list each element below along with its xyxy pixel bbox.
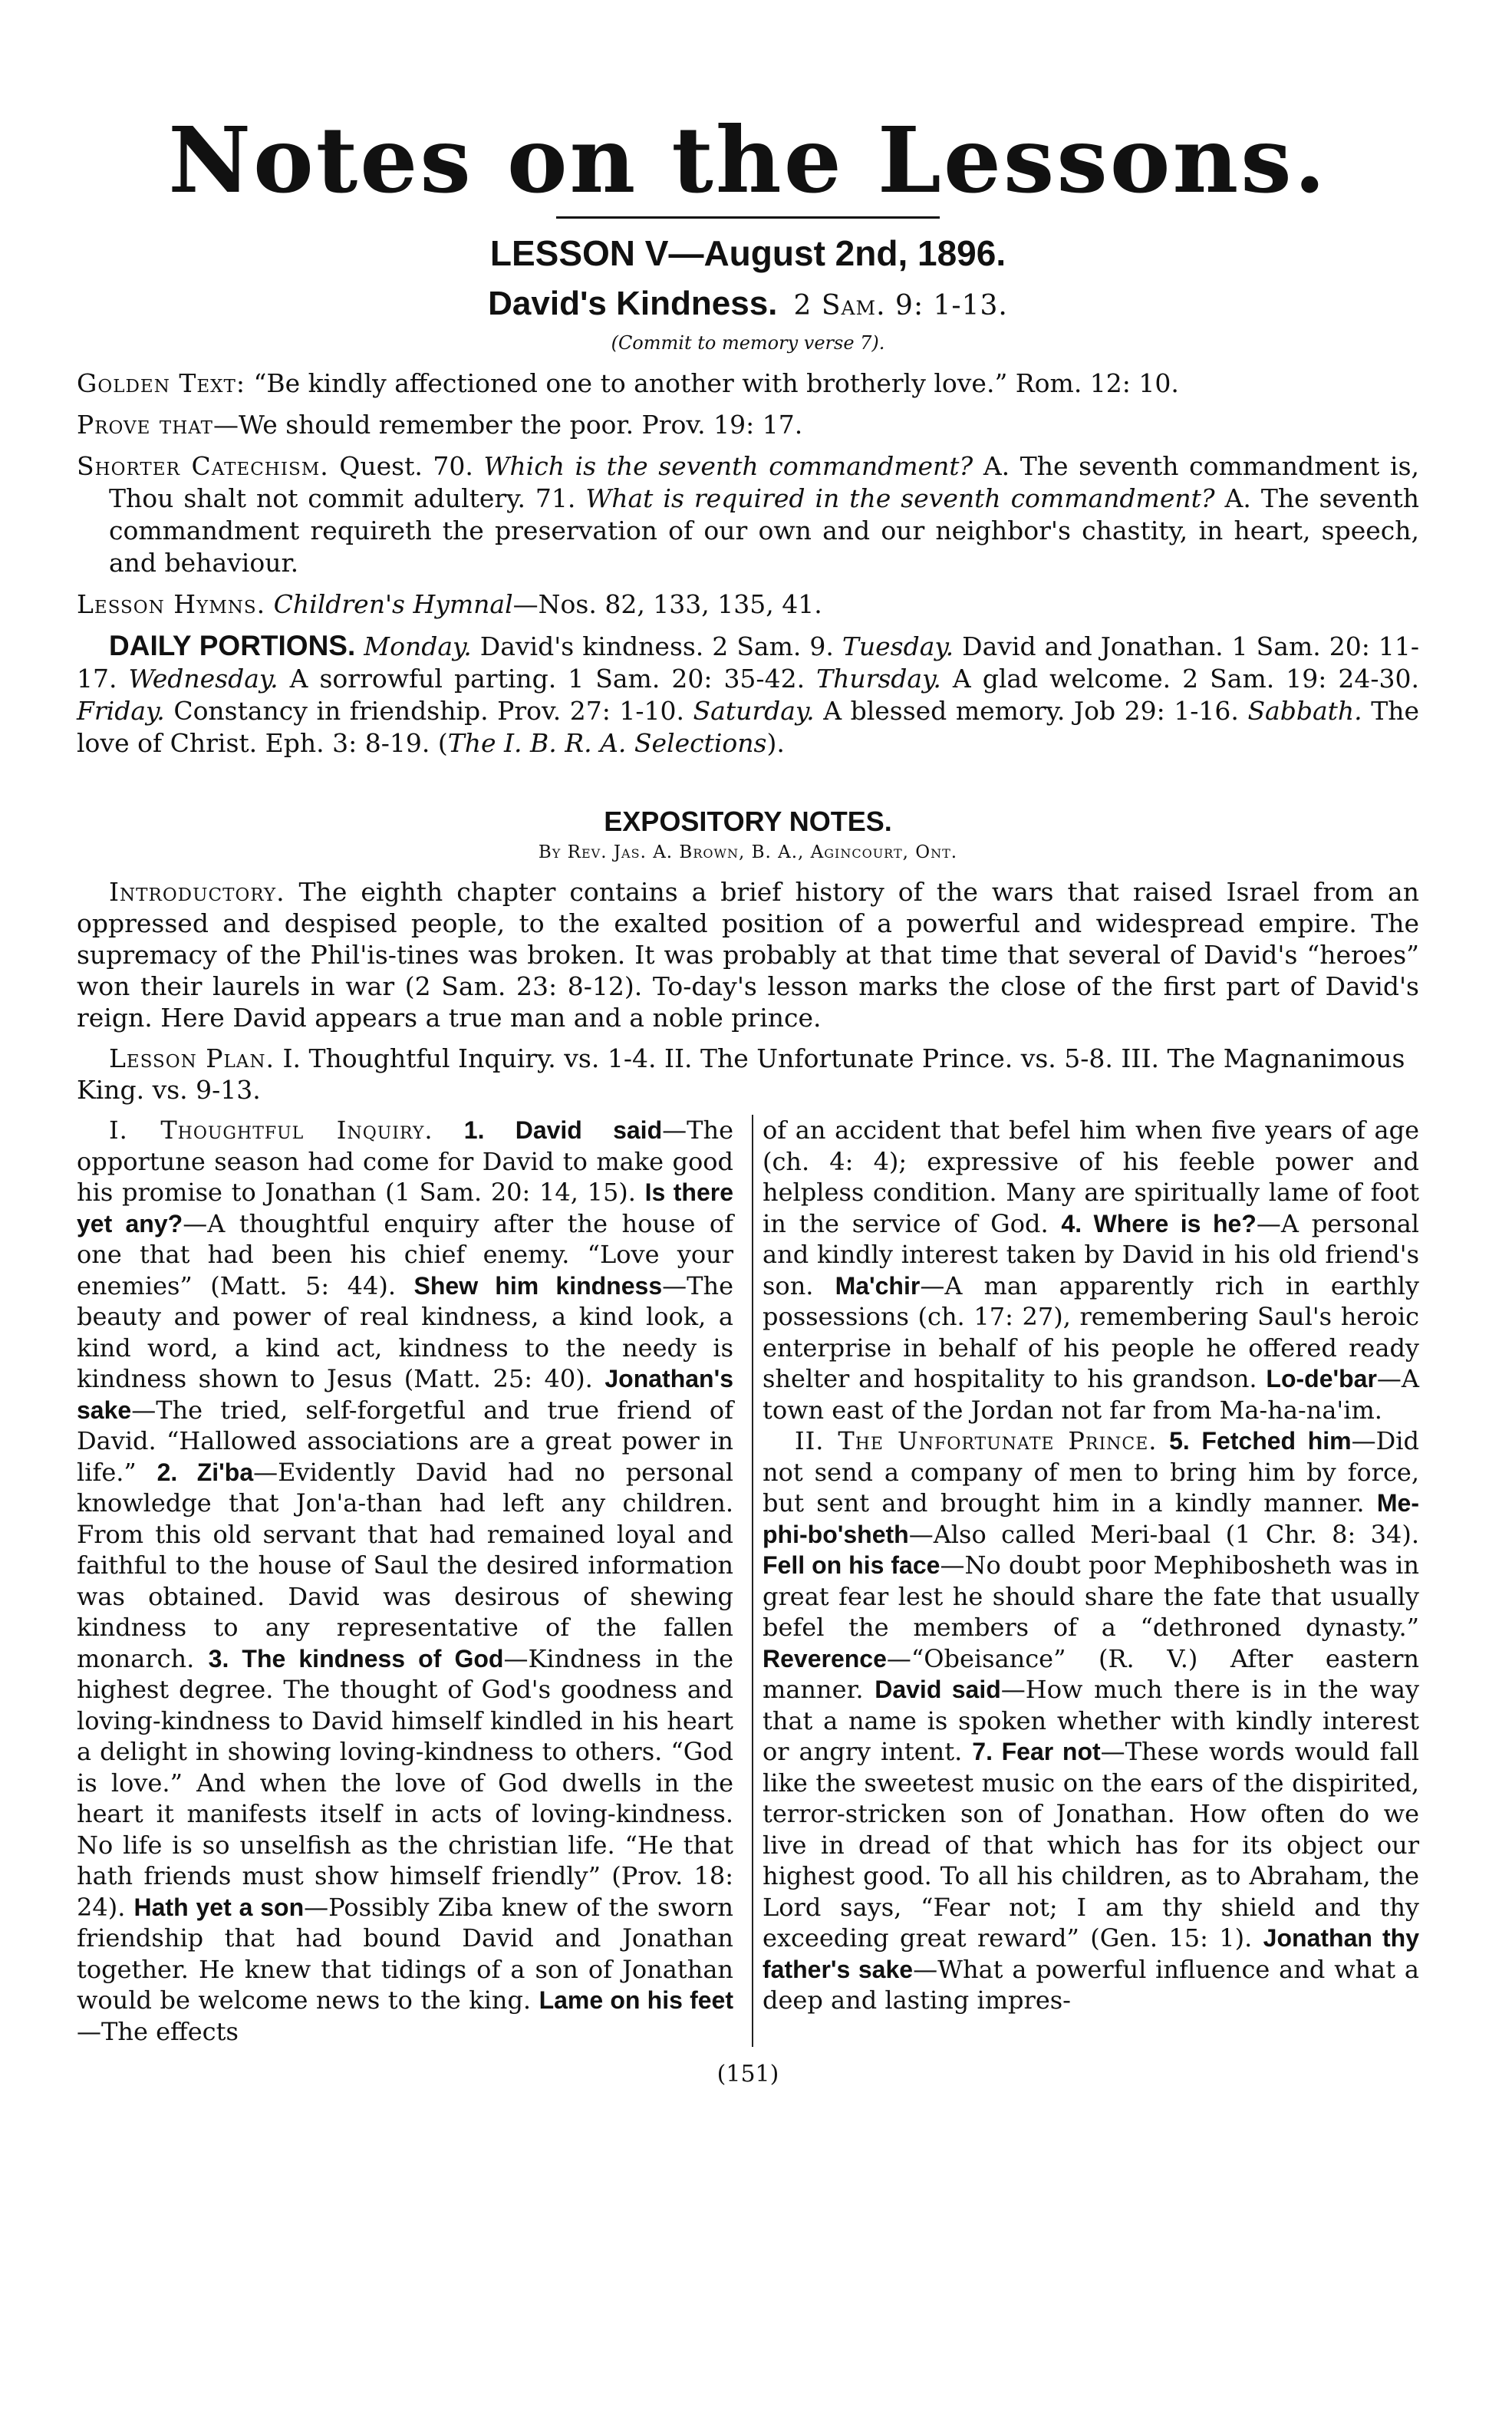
note-text: —The tried, self-forgetful and true friend of David. “Hallowed associations are a great power in life.” bbox=[77, 1395, 733, 1487]
note-text: —The opportune season had come for David to make good his promise to Jonathan (1 Sam. 20: 14, 15). bbox=[77, 1116, 733, 1207]
lesson-plan bbox=[77, 1043, 1419, 1106]
note-text: —Did not send a company of men to bring him by force, but sent and brought him in a kindly manner. bbox=[763, 1426, 1420, 1518]
two-column-notes bbox=[77, 1115, 1419, 2047]
lesson-subtitle bbox=[77, 285, 1419, 323]
daily-portions-label: DAILY PORTIONS. bbox=[109, 630, 356, 661]
note-heading: David said bbox=[875, 1676, 1001, 1703]
page-number: (151) bbox=[716, 2061, 779, 2088]
note-heading: Shew him kindness bbox=[413, 1271, 663, 1300]
day-friday-text: Constancy in friendship. Prov. 27: 1-10. bbox=[164, 696, 693, 726]
note-text: —Also called Meri-baal (1 Chr. 8: 34). bbox=[908, 1519, 1419, 1549]
note-text: —Evidently David had no personal knowledge that Jon'a-than had left any children. From this old servant that had remained loyal and faithful to the house of Saul the desired information was obtained. David was desirous of shewing kindness to any representative of the fallen monarch. bbox=[77, 1457, 734, 1673]
shorter-catechism bbox=[77, 450, 1419, 579]
note-text: —A thoughtful enquiry after the house of one that had been his chief enemy. “Love your enemies” (Matt. 5: 44). bbox=[77, 1208, 734, 1300]
note-heading: 1. David said bbox=[433, 1116, 663, 1144]
note-text: of an accident that befel him when five years of age (ch. 4: 4); expressive of his feeble power and helpless condition. Many are spiritually lame of foot in the service of God. bbox=[763, 1116, 1419, 1238]
day-friday: Friday. bbox=[77, 696, 165, 726]
note-text: —The effects bbox=[77, 2016, 239, 2046]
introductory-text: The eighth chapter contains a brief history of the wars that raised Israel from an oppressed and despised people, to the exalted position of a powerful and widespread empire. The supremacy of the Phil'is-tines was broken. It was probably at that time that several of David's “heroes” won their laurels in war (2 Sam. 23: 8-12). To-day's lesson marks the close of the first part of David's reign. Here David appears a true man and a noble prince. bbox=[77, 877, 1419, 1033]
note-text: —How much there is in the way that a name is spoken whether with kindly interest or angry intent. bbox=[763, 1675, 1420, 1766]
daily-close: ). bbox=[766, 728, 785, 758]
day-monday-text: David's kindness. 2 Sam. 9. bbox=[471, 631, 842, 661]
introductory-label: Introductory. bbox=[109, 877, 285, 907]
note-heading: Me-phi-bo'sheth bbox=[763, 1489, 1419, 1548]
note-text: —These words would fall like the sweetest music on the ears of the dispirited, terror-stricken son of Jonathan. How often do we live in dread of that which has for its object our highest good. To all his children, as to Abraham, the Lord says, “Fear not; I am thy shield and thy exceeding great reward” (Gen. 15: 1). bbox=[763, 1737, 1420, 1953]
note-text: —Possibly Ziba knew of the sworn friendship that had bound David and Jonathan together. He knew that tidings of a son of Jonathan would be welcome news to the king. bbox=[77, 1892, 734, 2015]
hymns-numbers: —Nos. 82, 133, 135, 41. bbox=[512, 589, 822, 619]
day-wednesday-text: A sorrowful parting. 1 Sam. 20: 35-42. bbox=[278, 664, 817, 694]
note-text: —A man apparently rich in earthly possessions (ch. 17: 27), remembering Saul's heroic enterprise in behalf of his people he offered ready shelter and hospitality to his grandson. bbox=[763, 1270, 1420, 1393]
introductory-paragraph bbox=[77, 876, 1419, 1033]
day-sabbath-text: The love of Christ. Eph. 3: 8-19. ( bbox=[77, 696, 1419, 758]
selections-name: The I. B. R. A. Selections bbox=[447, 728, 767, 758]
note-heading: 5. Fetched him bbox=[1157, 1427, 1352, 1455]
note-text: —What a powerful influence and what a deep and lasting impres- bbox=[763, 1954, 1420, 2015]
note-heading: Ma'chir bbox=[835, 1271, 921, 1300]
note-text: —A personal and kindly interest taken by David in his old friend's son. bbox=[763, 1208, 1420, 1300]
day-saturday: Saturday. bbox=[693, 696, 815, 726]
prove-that-label: Prove that bbox=[77, 410, 213, 440]
day-sabbath: Sabbath. bbox=[1247, 696, 1362, 726]
day-thursday-text: A glad welcome. 2 Sam. 19: 24-30. bbox=[940, 664, 1419, 694]
section-unfortunate-prince: II. The Unfortunate Prince. bbox=[795, 1426, 1158, 1455]
day-tuesday-text: David and Jonathan. 1 Sam. 20: 11-17. bbox=[77, 631, 1420, 694]
note-text: —No doubt poor Mephibosheth was in great fear lest he should share the fate that usually befel the members of a “dethroned dynasty.” bbox=[763, 1551, 1420, 1642]
title-rule bbox=[556, 216, 940, 219]
note-heading: Jonathan thy father's sake bbox=[763, 1924, 1420, 1983]
hymns-book: Children's Hymnal bbox=[273, 589, 513, 619]
note-heading: Lo-de'bar bbox=[1266, 1365, 1377, 1392]
golden-text-label: Golden Text: bbox=[77, 368, 245, 398]
left-column bbox=[77, 1115, 733, 2047]
note-text: —A town east of the Jordan not far from Ma-ha-na'im. bbox=[763, 1364, 1419, 1425]
lesson-plan-label: Lesson Plan. bbox=[109, 1043, 275, 1073]
commit-note: (Commit to memory verse 7). bbox=[611, 332, 885, 354]
note-text: —“Obeisance” (R. V.) After eastern manner. bbox=[763, 1643, 1419, 1704]
lesson-title: LESSON V—August 2nd, 1896. bbox=[489, 233, 1006, 273]
note-heading: Reverence bbox=[763, 1644, 887, 1673]
lesson-reference: 2 Sam. 9: 1-13. bbox=[793, 290, 1008, 321]
lesson-hymns bbox=[77, 588, 1419, 621]
note-heading: 2. Zi'ba bbox=[156, 1458, 254, 1486]
prove-that-body: —We should remember the poor. Prov. 19: 17. bbox=[212, 410, 803, 440]
golden-text-body: “Be kindly affectioned one to another with brotherly love.” Rom. 12: 10. bbox=[245, 368, 1179, 398]
catechism-q1-question: Which is the seventh commandment? bbox=[483, 451, 973, 481]
note-heading: Is there yet any? bbox=[77, 1178, 734, 1238]
right-paragraph-1 bbox=[763, 1115, 1419, 1425]
catechism-q1: Quest. 70. bbox=[328, 451, 484, 481]
note-heading: 3. The kindness of God bbox=[208, 1644, 504, 1673]
catechism-a2: A. The seventh commandment requireth the preservation of our own and our neighbor's chastity, in heart, speech, and behaviour. bbox=[109, 483, 1419, 578]
day-wednesday: Wednesday. bbox=[128, 664, 278, 694]
note-heading: Jonathan's sake bbox=[77, 1365, 733, 1424]
note-heading: Hath yet a son bbox=[133, 1893, 305, 1921]
day-tuesday: Tuesday. bbox=[842, 631, 954, 661]
golden-text bbox=[77, 367, 1419, 400]
day-monday: Monday. bbox=[364, 631, 472, 661]
section-thoughtful-inquiry: I. Thoughtful Inquiry. bbox=[109, 1116, 433, 1145]
right-column bbox=[752, 1115, 1419, 2047]
note-heading: Fell on his face bbox=[763, 1551, 940, 1579]
day-thursday: Thursday. bbox=[816, 664, 941, 694]
right-paragraph-2 bbox=[763, 1425, 1419, 2016]
expository-notes-heading: EXPOSITORY NOTES. bbox=[604, 806, 892, 837]
masthead-title: Notes on the Lessons. bbox=[168, 107, 1328, 213]
prove-that bbox=[77, 409, 1419, 441]
hymns-label: Lesson Hymns. bbox=[77, 589, 266, 619]
catechism-label: Shorter Catechism. bbox=[77, 451, 329, 481]
page bbox=[77, 92, 1419, 2088]
day-saturday-text: A blessed memory. Job 29: 1-16. bbox=[814, 696, 1248, 726]
note-heading: 7. Fear not bbox=[972, 1738, 1101, 1765]
lesson-plan-text: I. Thoughtful Inquiry. vs. 1-4. II. The Unfortunate Prince. vs. 5-8. III. The Magnanimous King. vs. 9-13. bbox=[77, 1043, 1405, 1105]
catechism-a1: A. The seventh commandment is, Thou shalt not commit adultery. 71. bbox=[109, 451, 1419, 513]
note-heading: Lame on his feet bbox=[539, 1986, 734, 2014]
note-text: —Kindness in the highest degree. The thought of God's goodness and loving-kindness to David himself kindled in his heart a delight in showing loving-kindness to others. “God is love.” And when the love of God dwells in the heart it manifests itself in acts of loving-kindness. No life is so unselfish as the christian life. “He that hath friends must show himself friendly” (Prov. 18: 24). bbox=[77, 1643, 734, 1922]
daily-portions bbox=[77, 630, 1419, 760]
catechism-q2-question: What is required in the seventh commandment? bbox=[585, 483, 1215, 513]
note-heading: 4. Where is he? bbox=[1061, 1209, 1257, 1238]
byline: By Rev. Jas. A. Brown, B. A., Agincourt, Ont. bbox=[538, 842, 958, 862]
lesson-name: David's Kindness. bbox=[488, 285, 778, 322]
note-text: —The beauty and power of real kindness, a kind look, a kind word, a kind act, kindness to the needy is kindness shown to Jesus (Matt. 25: 40). bbox=[77, 1270, 734, 1393]
